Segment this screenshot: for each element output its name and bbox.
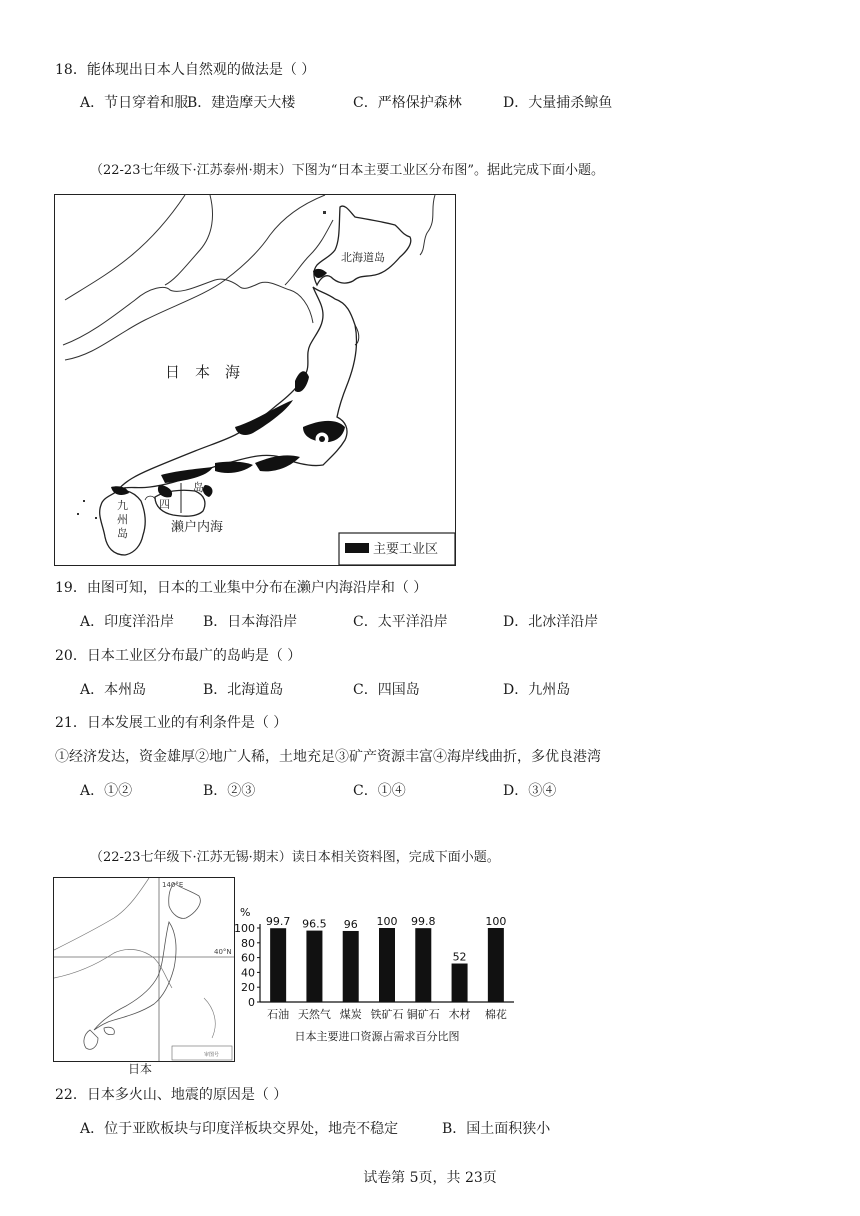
kyushu-label-3: 岛 — [117, 527, 128, 540]
bar-value-label: 100 — [485, 915, 507, 928]
q18-stem: 18．能体现出日本人自然观的做法是（ ） — [55, 62, 316, 78]
y-tick-label: 60 — [241, 951, 255, 965]
q21-option-c: C．①④ — [353, 783, 406, 799]
bar-value-label: 96.5 — [302, 917, 327, 931]
y-tick-label: 100 — [234, 922, 255, 935]
q21-option-b: B．②③ — [203, 783, 256, 799]
map-stamp: 审图号 — [204, 1052, 220, 1058]
y-tick-label: 0 — [248, 996, 255, 1009]
bar — [270, 928, 286, 1002]
y-tick-label: 40 — [241, 966, 255, 980]
import-resource-chart — [232, 900, 522, 1050]
q22-option-a: A．位于亚欧板块与印度洋板块交界处，地壳不稳定 — [80, 1121, 399, 1137]
q20-stem: 20．日本工业区分布最广的岛屿是（ ） — [55, 648, 302, 664]
lat-label: 40°N — [214, 948, 232, 956]
q18-option-d: D．大量捕杀鲸鱼 — [503, 95, 613, 111]
y-tick-label: 80 — [241, 936, 255, 950]
q19-stem: 19．由图可知，日本的工业集中分布在濑户内海沿岸和（ ） — [55, 580, 428, 596]
chart-title: 日本主要进口资源占需求百分比图 — [294, 1030, 460, 1043]
category-label: 铜矿石 — [406, 1008, 440, 1021]
honshu-island — [117, 287, 357, 491]
bar-value-label: 99.7 — [265, 915, 291, 929]
japan-locator-map — [53, 877, 235, 1062]
bar — [488, 928, 504, 1002]
intro-wuxi: （22-23七年级下·江苏无锡·期末）读日本相关资料图，完成下面小题。 — [90, 850, 500, 865]
intro-taizhou: （22-23七年级下·江苏泰州·期末）下图为“日本主要工业区分布图”。据此完成下面小题。 — [90, 163, 605, 178]
category-label: 煤炭 — [339, 1008, 362, 1021]
japan-locator-drawing — [54, 878, 234, 1061]
bar-value-label: 100 — [376, 915, 398, 928]
category-label: 棉花 — [484, 1008, 507, 1021]
q18-option-a: A．节日穿着和服 — [80, 95, 189, 111]
y-axis-unit: % — [240, 906, 251, 919]
hokkaido-label: 北海道岛 — [341, 251, 385, 264]
hokkaido-island — [314, 206, 411, 285]
q22-stem: 22．日本多火山、地震的原因是（ ） — [55, 1087, 288, 1103]
q22-option-b: B．国土面积狭小 — [442, 1121, 551, 1137]
q21-option-a: A．①② — [80, 783, 133, 799]
lon-label: 140°E — [162, 881, 184, 889]
category-label: 天然气 — [297, 1008, 331, 1021]
q20-option-b: B．北海道岛 — [203, 682, 284, 698]
category-label: 木材 — [448, 1008, 471, 1021]
q19-option-d: D．北冰洋沿岸 — [503, 614, 599, 630]
q20-option-a: A．本州岛 — [80, 682, 147, 698]
category-label: 石油 — [267, 1008, 290, 1021]
q19-option-b: B．日本海沿岸 — [203, 614, 298, 630]
bar — [452, 964, 468, 1002]
japan-map-caption: 日本 — [128, 1062, 153, 1076]
q21-conditions: ①经济发达，资金雄厚②地广人稀，土地充足③矿产资源丰富④海岸线曲折，多优良港湾 — [55, 749, 601, 765]
q18-option-c: C．严格保护森林 — [353, 95, 462, 111]
page-footer: 试卷第 5页，共 23页 — [363, 1170, 497, 1186]
q19-option-a: A．印度洋沿岸 — [80, 614, 175, 630]
bar — [379, 928, 395, 1002]
bar-value-label: 52 — [452, 950, 467, 964]
q21-stem: 21．日本发展工业的有利条件是（ ） — [55, 715, 288, 731]
kyushu-label-2: 州 — [117, 513, 128, 526]
legend-label: 主要工业区 — [373, 542, 439, 557]
industrial-map — [54, 194, 456, 566]
kyushu-label-1: 九 — [117, 499, 128, 512]
q20-option-d: D．九州岛 — [503, 682, 571, 698]
industrial-map-drawing — [55, 195, 455, 565]
shikoku-label: 四 — [159, 498, 170, 511]
y-tick-label: 20 — [241, 981, 255, 995]
bar-value-label: 96 — [343, 917, 358, 931]
legend-swatch — [345, 543, 369, 553]
q18-option-b: B．建造摩天大楼 — [187, 95, 296, 111]
bar — [415, 928, 431, 1002]
category-label: 铁矿石 — [370, 1008, 404, 1021]
q21-option-d: D．③④ — [503, 783, 557, 799]
bar — [343, 931, 359, 1002]
bar — [306, 931, 322, 1002]
sea-of-japan-label: 日 本 海 — [165, 363, 241, 381]
bar-value-label: 99.8 — [411, 915, 436, 929]
shikoku-label-tail: 岛 — [193, 481, 204, 494]
seto-inland-sea-label: 濑户内海 — [171, 520, 224, 535]
q20-option-c: C．四国岛 — [353, 682, 420, 698]
q19-option-c: C．太平洋沿岸 — [353, 614, 448, 630]
